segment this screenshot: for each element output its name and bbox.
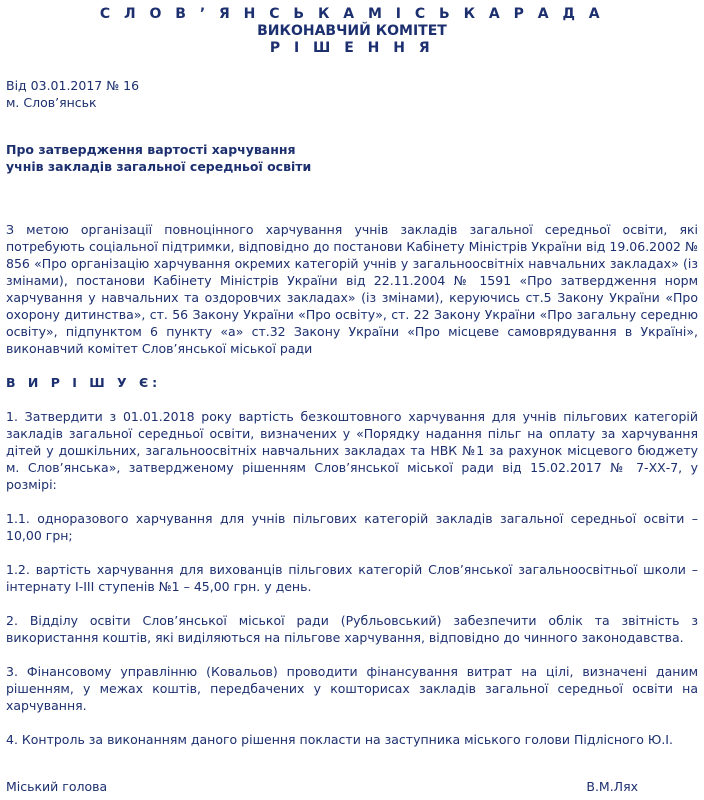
committee-name: ВИКОНАВЧИЙ КОМІТЕТ (257, 23, 447, 39)
title-line-1: Про затвердження вартості харчування (6, 142, 296, 157)
signatory-position: Міський голова (6, 779, 108, 794)
document-header (6, 6, 698, 57)
resolution-item-3: 3. Фінансовому управлінню (Ковальов) проводити фінансування витрат на цілі, визначені даним рішенням, у межах коштів, передбачених у кошторисах закладів загальної середньої освіти на харчування. (6, 664, 698, 713)
resolution-item-1-1: 1.1. одноразового харчування для учнів пільгових категорій закладів загальної середньої освіти – 10,00 грн; (6, 511, 698, 543)
resolution-item-1-2: 1.2. вартість харчування для вихованців пільгових категорій Слов’янської загальноосвітньої школи – інтернату І-ІІІ ступенів №1 – 45,00 грн. у день. (6, 562, 698, 594)
city: м. Слов’янськ (6, 95, 97, 110)
resolution-item-2: 2. Відділу освіти Слов’янської міської ради (Рубльовський) забезпечити облік та звітність з використання коштів, які виділяються на пільгове харчування, відповідно до чинного законодавства. (6, 613, 698, 645)
document-title (6, 141, 698, 175)
document-meta (6, 77, 698, 111)
preamble-paragraph: З метою організації повноцінного харчування учнів закладів загальної середньої освіти, які потребують соціальної підтримки, відповідно до постанови Кабінету Міністрів України від 19.06.2002 № 856 «Про організацію харчування окремих категорій учнів у загальноосвітніх навчальних закладах» (із змінами), постанови Кабінету Міністрів України від 22.11.2004 № 1591 «Про затвердження норм харчування у навчальних та оздоровчих закладах» (із змінами), керуючись ст.5 Закону України «Про охорону дитинства», ст. 56 Закону України «Про освіту», ст. 22 Закону України «Про загальну середню освіту», підпунктом 6 пункту «а» ст.32 Закону України «Про місцеве самоврядування в Україні», виконавчий комітет Слов’янської міської ради (6, 222, 698, 356)
signatory-name: В.М.Лях (586, 779, 638, 794)
resolve-heading: В И Р І Ш У Є: (6, 375, 162, 390)
resolution-item-1: 1. Затвердити з 01.01.2018 року вартість безкоштовного харчування для учнів пільгових категорій закладів загальної середньої освіти, визначених у «Порядку надання пільг на оплату за харчування дітей у дошкільних, загальноосвітніх навчальних закладах та НВК №1 за рахунок місцевого бюджету м. Слов’янська», затвердженому рішенням Слов’янської міської ради від 15.02.2017 № 7-ХХ-7, у розмірі: (6, 409, 698, 492)
title-line-2: учнів закладів загальної середньої освіти (6, 159, 312, 174)
document-type: Р І Ш Е Н Н Я (269, 40, 435, 56)
resolution-item-4: 4. Контроль за виконанням даного рішення покласти на заступника міського голови Підлісного Ю.І. (6, 732, 673, 747)
signature-block (6, 778, 698, 795)
date-number: Від 03.01.2017 № 16 (6, 78, 140, 93)
council-name: С Л О В ’ Я Н С Ь К А М І С Ь К А Р А Д А (99, 6, 605, 22)
